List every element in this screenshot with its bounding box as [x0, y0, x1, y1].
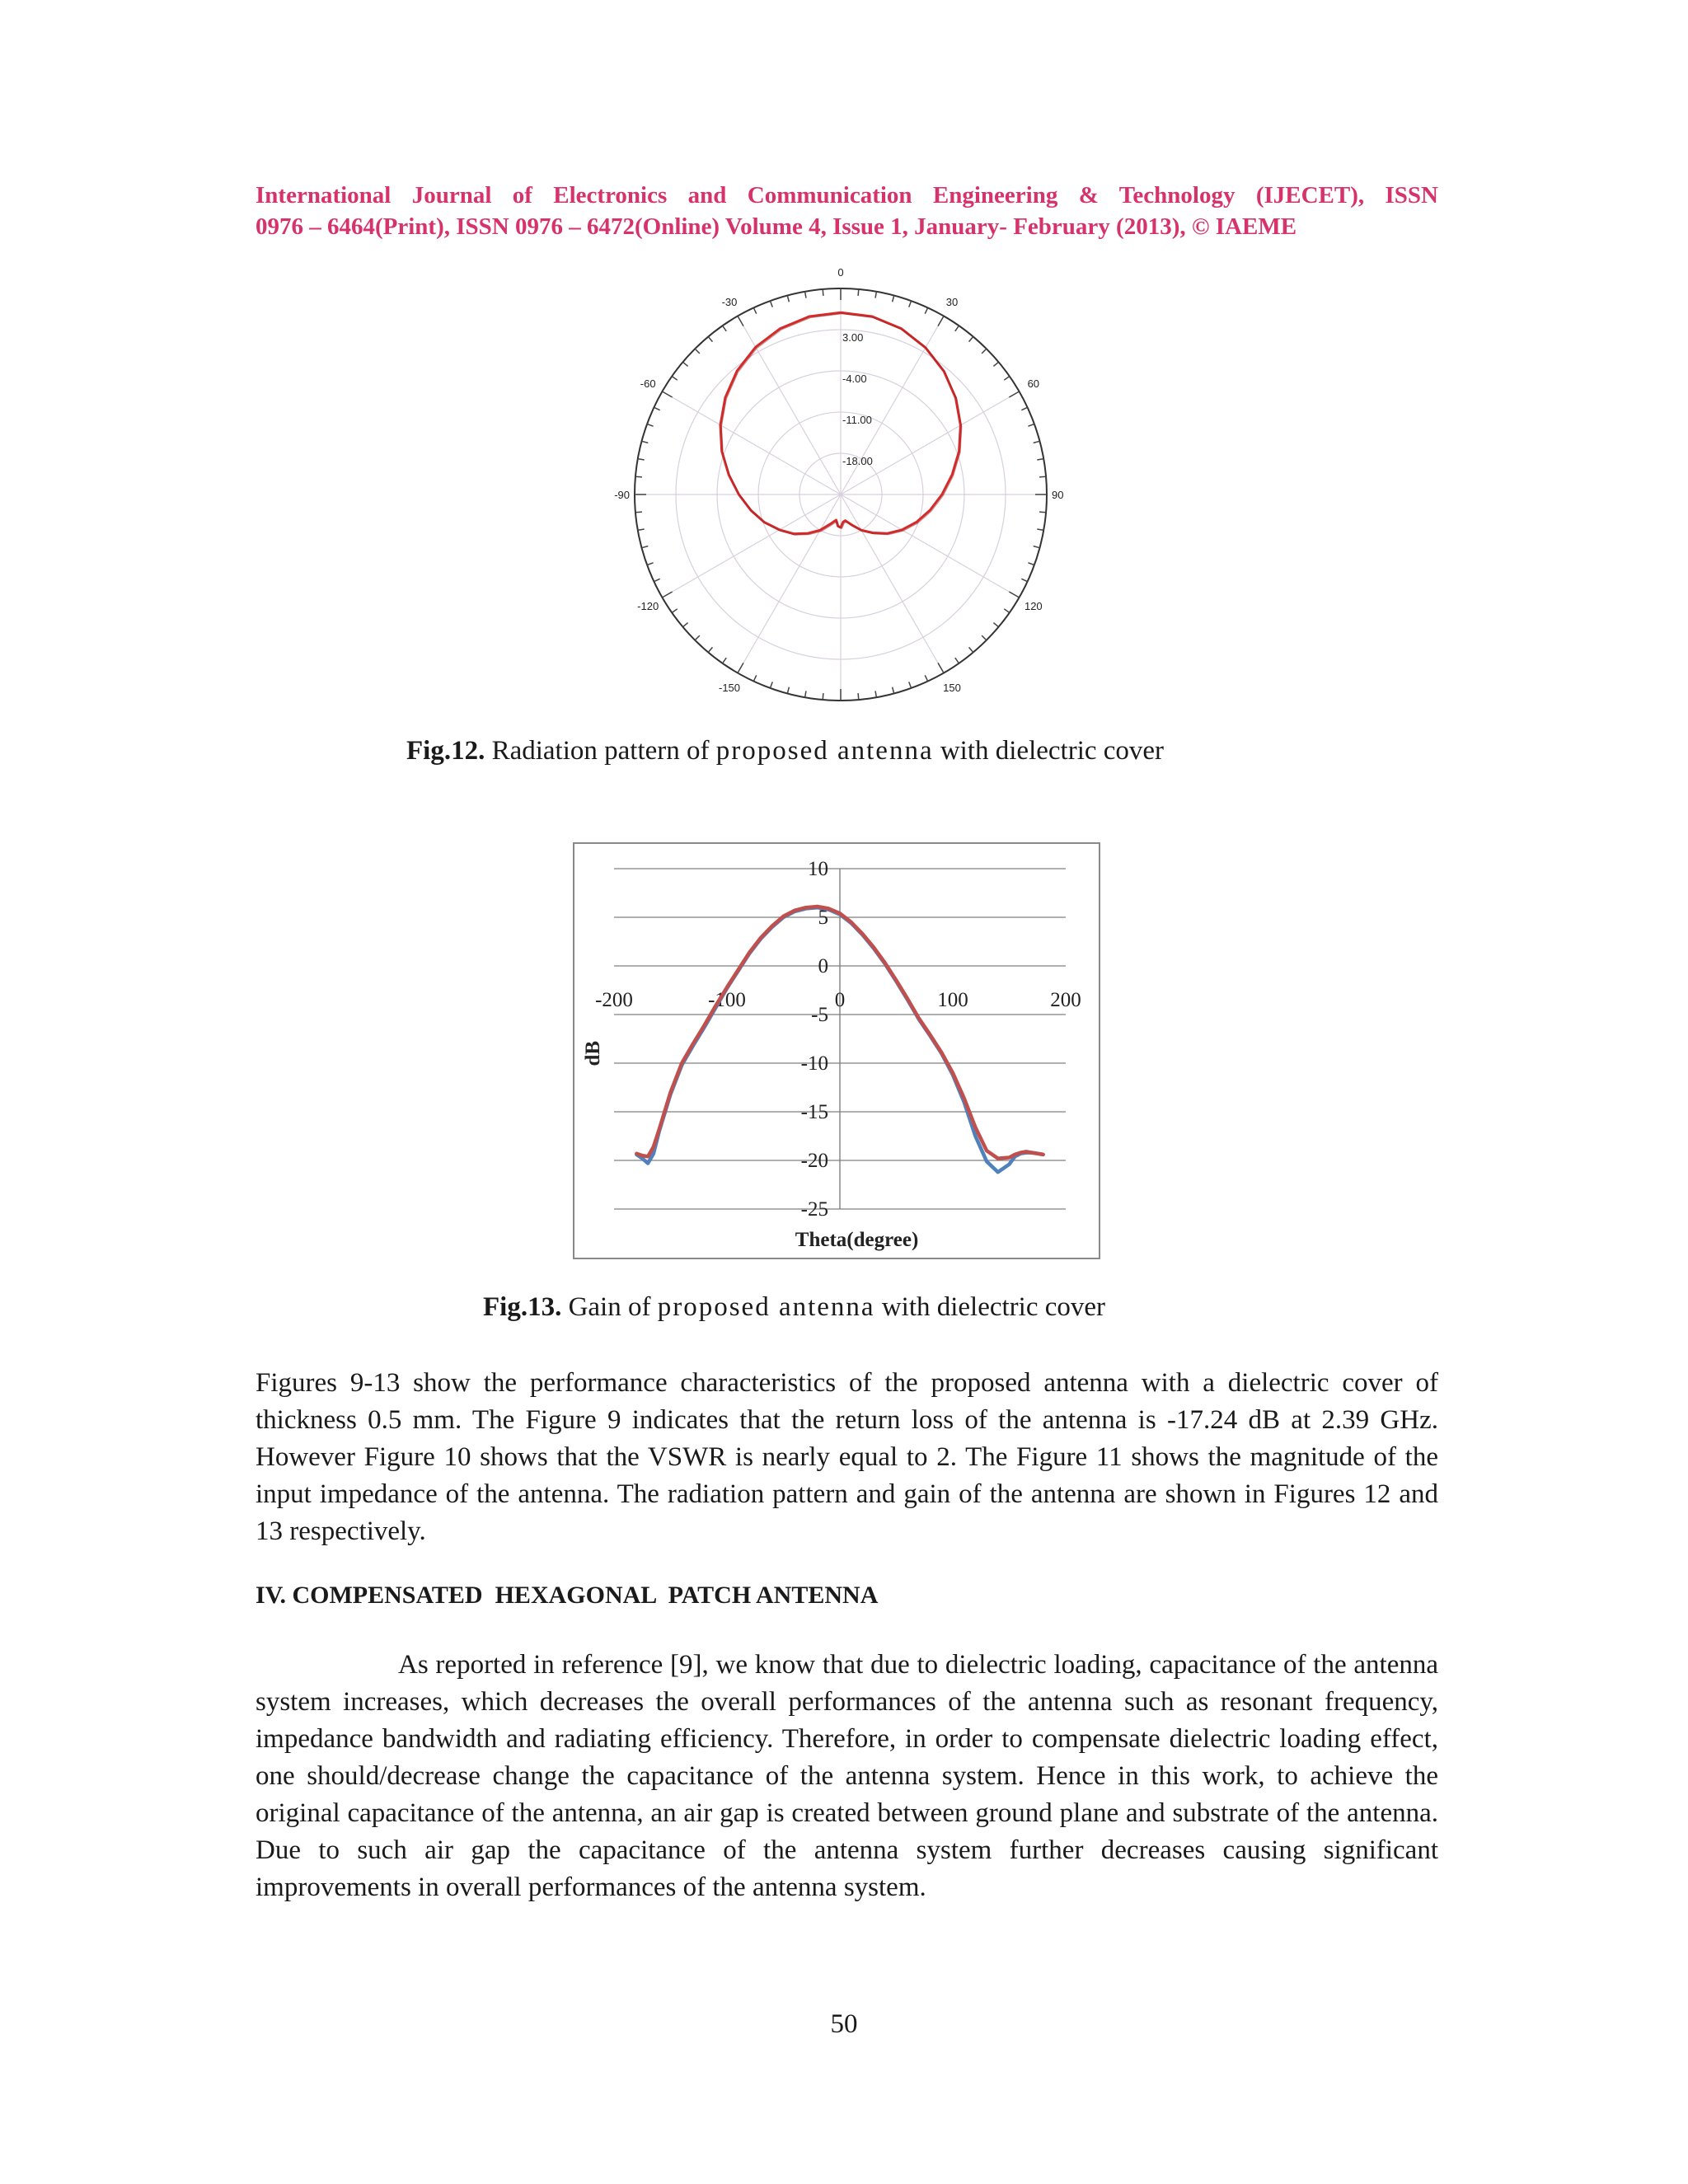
polar-tick: [708, 336, 712, 341]
gain-y-axis-title: dB: [582, 1040, 604, 1066]
polar-grid-spoke: [738, 494, 841, 673]
polar-angle-label: -60: [640, 377, 656, 390]
gain-x-tick-label: -100: [708, 989, 746, 1012]
gain-y-tick-label: -25: [800, 1198, 828, 1221]
polar-angle-label: -150: [718, 681, 741, 694]
polar-tick: [642, 546, 649, 548]
figure-13-label: Fig.13.: [483, 1292, 562, 1322]
polar-tick: [982, 635, 987, 640]
polar-tick: [1004, 609, 1010, 613]
polar-tick: [993, 362, 998, 366]
polar-tick: [875, 292, 876, 298]
polar-tick: [787, 687, 789, 694]
polar-tick: [805, 691, 806, 697]
gain-y-tick-label: 5: [818, 907, 828, 929]
polar-tick: [969, 336, 973, 341]
polar-tick: [969, 647, 973, 652]
polar-tick: [672, 377, 678, 381]
gain-line-chart: [574, 844, 1099, 1258]
polar-grid-spoke: [738, 316, 841, 494]
polar-tick: [909, 682, 912, 688]
polar-tick: [662, 592, 672, 598]
gain-y-tick-label: -5: [811, 1004, 828, 1026]
gain-y-tick-label: 10: [808, 858, 828, 880]
polar-tick: [635, 512, 642, 513]
gain-y-tick-label: -10: [800, 1052, 828, 1075]
polar-tick: [955, 326, 959, 331]
figure-12-label: Fig.12.: [406, 736, 485, 766]
polar-tick: [982, 349, 987, 354]
polar-tick: [642, 441, 649, 443]
figure-12-text-a: Radiation pattern of: [485, 736, 716, 766]
polar-angle-label: -120: [637, 600, 659, 612]
polar-tick: [993, 623, 998, 627]
polar-tick: [925, 675, 927, 681]
gain-x-tick-label: -200: [595, 989, 633, 1012]
section-heading: IV. COMPENSATED HEXAGONAL PATCH ANTENNA: [256, 1582, 879, 1609]
polar-angle-label: 0: [837, 268, 844, 279]
polar-angle-label: 150: [943, 681, 961, 694]
polar-tick: [753, 307, 756, 313]
polar-tick: [1009, 391, 1019, 397]
figure-13-text-c: with dielectric cover: [874, 1292, 1106, 1322]
polar-tick: [1037, 529, 1043, 530]
polar-tick: [1039, 476, 1046, 477]
polar-tick: [753, 675, 756, 681]
polar-tick: [1039, 512, 1046, 513]
polar-tick: [1021, 407, 1027, 410]
gain-x-tick-label: 200: [1050, 989, 1081, 1012]
polar-tick: [1021, 579, 1027, 581]
polar-tick: [638, 459, 645, 460]
polar-tick: [1034, 441, 1040, 443]
polar-angle-label: 60: [1027, 377, 1040, 390]
polar-radial-label: -4.00: [842, 373, 867, 385]
polar-tick: [875, 691, 876, 697]
polar-tick: [662, 391, 672, 397]
gain-y-tick-label: -15: [800, 1101, 828, 1123]
polar-tick: [723, 658, 727, 663]
polar-grid-spoke: [841, 391, 1020, 494]
journal-header-line1: International Journal of Electronics and Communication Engineering & Technology (IJECET), ISSN: [256, 182, 1438, 209]
polar-tick: [1009, 592, 1019, 598]
polar-tick: [708, 647, 712, 652]
figure-12-caption: [406, 736, 1164, 766]
polar-radial-label: -11.00: [842, 414, 872, 426]
polar-tick: [635, 476, 642, 477]
body-paragraph-2: As reported in reference [9], we know that due to dielectric loading, capacitance of the antenna system increases, which decreases the overall performances of the antenna such as resonant frequency, impedance bandwidth and radiating efficiency. Therefore, in order to compensate dielectric loading effect, one should/decrease change the capacitance of the antenna system. Hence in this work, to achieve the original capacitance of the antenna, an air gap is created between ground plane and substrate of the antenna. Due to such air gap the capacitance of the antenna system further decreases causing significant improvements in overall performances of the antenna system.: [256, 1650, 1438, 1902]
polar-tick: [909, 301, 912, 307]
polar-tick: [654, 407, 659, 410]
journal-header-line2: 0976 – 6464(Print), ISSN 0976 – 6472(Online) Volume 4, Issue 1, January- February (2013), © IAEME: [256, 213, 1297, 240]
polar-tick: [738, 663, 743, 673]
polar-tick: [925, 307, 927, 313]
figure-13-caption: [483, 1292, 1105, 1323]
polar-tick: [893, 296, 894, 302]
polar-angle-label: -90: [614, 489, 630, 501]
polar-tick: [805, 292, 806, 298]
polar-tick: [682, 623, 687, 627]
figure-12-text-c: with dielectric cover: [933, 736, 1165, 766]
polar-angle-label: -30: [721, 296, 738, 309]
polar-tick: [858, 289, 859, 296]
polar-tick: [723, 326, 727, 331]
gain-x-tick-label: 100: [937, 989, 968, 1012]
polar-tick: [647, 424, 654, 426]
polar-tick: [1034, 546, 1040, 548]
gain-chart-frame: [573, 842, 1100, 1259]
polar-tick: [787, 296, 789, 302]
polar-tick: [647, 563, 654, 565]
polar-tick: [638, 529, 645, 530]
polar-tick: [654, 579, 659, 581]
polar-radial-label: 3.00: [842, 331, 864, 344]
polar-angle-label: 90: [1052, 489, 1064, 501]
figure-13-text-a: Gain of: [561, 1292, 658, 1322]
figure-13-text-b: proposed antenna: [657, 1292, 875, 1322]
polar-angle-label: 120: [1024, 600, 1043, 612]
polar-radial-label: -18.00: [842, 455, 873, 467]
polar-tick: [770, 682, 772, 688]
polar-tick: [682, 362, 687, 366]
polar-tick: [893, 687, 894, 694]
polar-tick: [695, 635, 700, 640]
polar-angle-label: 30: [945, 296, 959, 309]
polar-tick: [938, 663, 944, 673]
polar-tick: [695, 349, 700, 354]
polar-tick: [938, 316, 944, 326]
polar-tick: [1028, 424, 1034, 426]
figure-12-text-b: proposed antenna: [715, 736, 934, 766]
page-number: 50: [830, 2009, 858, 2039]
radiation-pattern-polar-chart: [593, 268, 1088, 713]
polar-tick: [738, 316, 743, 326]
polar-grid-spoke: [841, 494, 944, 673]
polar-tick: [770, 301, 772, 307]
polar-tick: [1028, 563, 1034, 565]
polar-tick: [1037, 459, 1043, 460]
polar-tick: [672, 609, 678, 613]
polar-tick: [858, 693, 859, 700]
gain-x-tick-label: 0: [834, 989, 846, 1012]
body-paragraph-1: Figures 9-13 show the performance characteristics of the proposed antenna with a dielectric cover of thickness 0.5 mm. The Figure 9 indicates that the return loss of the antenna is -17.24 dB at 2.39 GHz. However Figure 10 shows that the VSWR is nearly equal to 2. The Figure 11 shows the magnitude of the input impedance of the antenna. The radiation pattern and gain of the antenna are shown in Figures 12 and 13 respectively.: [256, 1368, 1438, 1546]
polar-grid-spoke: [662, 391, 841, 494]
gain-x-axis-title: Theta(degree): [795, 1229, 919, 1251]
gain-y-tick-label: 0: [818, 955, 828, 977]
journal-header: [256, 180, 1438, 242]
gain-y-tick-label: -20: [800, 1150, 828, 1172]
polar-tick: [1004, 377, 1010, 381]
polar-tick: [955, 658, 959, 663]
